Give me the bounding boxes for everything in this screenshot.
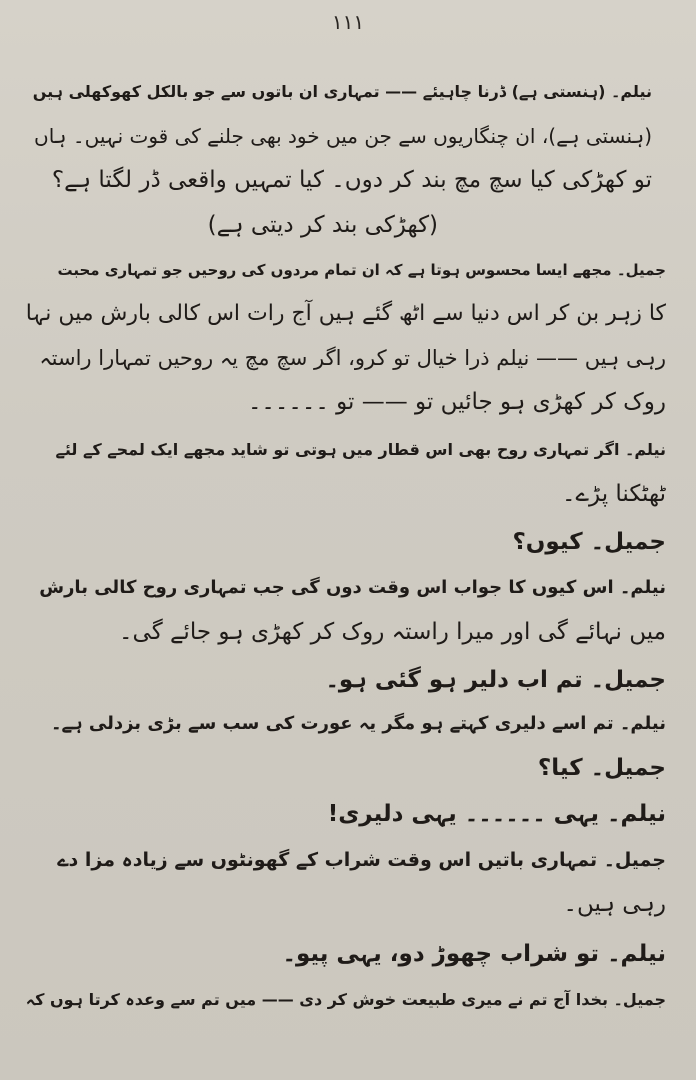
text-line-9: نیلم۔ اگر تمہاری روح بھی اس قطار میں ہوتی تو شاید مجھے ایک لمحے کے لئے	[55, 440, 666, 459]
text-line-15: نیلم۔ تم اسے دلیری کہتے ہو مگر یہ عورت کی سب سے بڑی بزدلی ہے۔	[50, 713, 666, 734]
text-line-6: کا زہر بن کر اس دنیا سے اٹھ گئے ہیں آج رات اس کالی بارش میں نہا	[25, 301, 666, 326]
text-line-20: نیلم۔ تو شراب چھوڑ دو، یہی پیو۔	[282, 941, 666, 967]
text-line-19: رہی ہیں۔	[563, 891, 666, 917]
text-line-3: تو کھڑکی کیا سچ مچ بند کر دوں۔ کیا تمہیں واقعی ڈر لگتا ہے؟	[51, 167, 652, 193]
text-line-17: نیلم۔ یہی ۔۔۔۔۔۔ یہی دلیری!	[327, 801, 666, 827]
stage-direction: (کھڑکی بند کر دیتی ہے)	[207, 212, 438, 238]
text-line-10: ٹھٹکنا پڑے۔	[562, 481, 666, 507]
text-line-14: جمیل۔ تم اب دلیر ہو گئی ہو۔	[325, 667, 666, 693]
text-line-2: (ہنستی ہے)، ان چنگاریوں سے جن میں خود بھی جلنے کی قوت نہیں۔ ہاں	[34, 124, 652, 148]
page-number: ۱۱۱	[331, 10, 365, 34]
text-line-12: نیلم۔ اس کیوں کا جواب اس وقت دوں گی جب تمہاری روح کالی بارش	[39, 577, 666, 598]
text-line-21: جمیل۔ بخدا آج تم نے میری طبیعت خوش کر دی —— میں تم سے وعدہ کرتا ہوں کہ	[25, 990, 666, 1009]
text-line-13: میں نہائے گی اور میرا راستہ روک کر کھڑی ہو جائے گی۔	[119, 619, 666, 645]
text-line-11: جمیل۔ کیوں؟	[512, 529, 666, 555]
text-line-18: جمیل۔ تمہاری باتیں اس وقت شراب کے گھونٹوں سے زیادہ مزا دے	[57, 849, 666, 871]
text-line-16: جمیل۔ کیا؟	[537, 755, 666, 781]
text-line-1: نیلم۔ (ہنستی ہے) ڈرنا چاہیئے —— تمہاری ان باتوں سے جو بالکل کھوکھلی ہیں	[32, 82, 652, 101]
text-line-7: رہی ہیں —— نیلم ذرا خیال تو کرو، اگر سچ مچ یہ روحیں تمہارا راستہ	[39, 346, 666, 370]
text-line-5: جمیل۔ مجھے ایسا محسوس ہوتا ہے کہ ان تمام مردوں کی روحیں جو تمہاری محبت	[57, 261, 666, 279]
text-line-8: روک کر کھڑی ہو جائیں تو —— تو ۔۔۔۔۔۔	[247, 389, 666, 415]
